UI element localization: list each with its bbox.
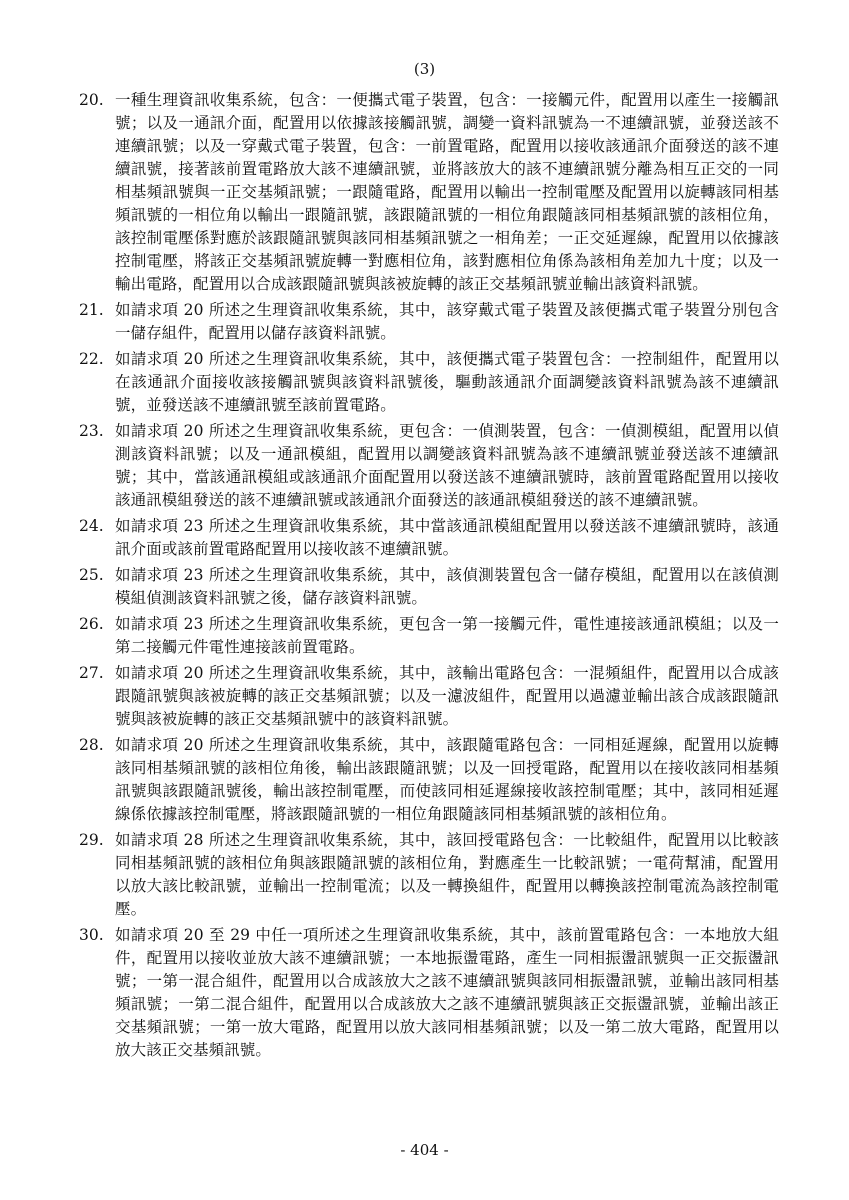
claim-text: 如請求項 23 所述之生理資訊收集系統，更包含一第一接觸元件，電性連接該通訊模組；以及一第二接觸元件電性連接該前置電路。 [115, 615, 779, 656]
claim-number: 22. [79, 350, 104, 368]
claim-number: 24. [79, 517, 104, 535]
claim-number: 20. [79, 91, 104, 109]
claim-number: 28. [79, 736, 104, 754]
claim-text: 如請求項 23 所述之生理資訊收集系統，其中，該偵測裝置包含一儲存模組，配置用以在該偵測模組偵測該資料訊號之後，儲存該資料訊號。 [115, 566, 779, 607]
claim-item [79, 662, 779, 731]
claim-text: 如請求項 20 所述之生理資訊收集系統，其中，該輸出電路包含：一混頻組件，配置用以合成該跟隨訊號與該被旋轉的該正交基頻訊號；以及一濾波組件，配置用以過濾並輸出該合成該跟隨訊號與該被旋轉的該正交基頻訊號中的該資料訊號。 [115, 664, 779, 728]
claim-number: 26. [79, 615, 104, 633]
claim-text: 如請求項 20 所述之生理資訊收集系統，其中，該跟隨電路包含：一同相延遲線，配置用以旋轉該同相基頻訊號的該相位角後，輸出該跟隨訊號；以及一回授電路，配置用以在接收該同相基頻訊號與該跟隨訊號後，輸出該控制電壓，而使該同相延遲線接收該控制電壓；其中，該同相延遲線係依據該控制電壓，將該跟隨訊號的一相位角跟隨該同相基頻訊號的該相位角。 [115, 736, 779, 823]
claims-list [79, 89, 779, 1065]
claim-item [79, 299, 779, 345]
claim-item [79, 515, 779, 561]
claim-number: 23. [79, 422, 104, 440]
claim-item [79, 564, 779, 610]
claim-number: 27. [79, 664, 104, 682]
claim-text: 如請求項 20 所述之生理資訊收集系統，其中，該便攜式電子裝置包含：一控制組件，配置用以在該通訊介面接收該接觸訊號與該資料訊號後，驅動該通訊介面調變該資料訊號為該不連續訊號，並發送該不連續訊號至該前置電路。 [115, 350, 779, 414]
claim-number: 21. [79, 301, 104, 319]
page-number: - 404 - [400, 1141, 449, 1159]
claim-number: 29. [79, 831, 104, 849]
claim-item [79, 348, 779, 417]
claim-item [79, 829, 779, 921]
claim-number: 25. [79, 566, 104, 584]
claim-item [79, 613, 779, 659]
claim-text: 如請求項 20 至 29 中任一項所述之生理資訊收集系統，其中，該前置電路包含：一本地放大組件，配置用以接收並放大該不連續訊號；一本地振盪電路，產生一同相振盪訊號與一正交振盪訊號；一第一混合組件，配置用以合成該放大之該不連續訊號與該同相振盪訊號，並輸出該同相基頻訊號；一第二混合組件，配置用以合成該放大之該不連續訊號與該正交振盪訊號，並輸出該正交基頻訊號；一第一放大電路，配置用以放大該同相基頻訊號；以及一第二放大電路，配置用以放大該正交基頻訊號。 [115, 926, 779, 1059]
claim-text: 如請求項 20 所述之生理資訊收集系統，其中，該穿戴式電子裝置及該便攜式電子裝置分別包含一儲存組件，配置用以儲存該資料訊號。 [115, 301, 779, 342]
claim-item [79, 420, 779, 512]
page-header-label: (3) [413, 60, 436, 78]
claim-text: 如請求項 23 所述之生理資訊收集系統，其中當該通訊模組配置用以發送該不連續訊號時，該通訊介面或該前置電路配置用以接收該不連續訊號。 [115, 517, 779, 558]
claim-number: 30. [79, 926, 104, 944]
claim-text: 一種生理資訊收集系統，包含：一便攜式電子裝置，包含：一接觸元件，配置用以產生一接觸訊號；以及一通訊介面，配置用以依據該接觸訊號，調變一資料訊號為一不連續訊號，並發送該不連續訊號；以及一穿戴式電子裝置，包含：一前置電路，配置用以接收該通訊介面發送的該不連續訊號，接著該前置電路放大該不連續訊號，並將該放大的該不連續訊號分離為相互正交的一同相基頻訊號與一正交基頻訊號；一跟隨電路，配置用以輸出一控制電壓及配置用以旋轉該同相基頻訊號的一相位角以輸出一跟隨訊號，該跟隨訊號的一相位角跟隨該同相基頻訊號的該相位角，該控制電壓係對應於該跟隨訊號與該同相基頻訊號之一相角差；一正交延遲線，配置用以依據該控制電壓，將該正交基頻訊號旋轉一對應相位角，該對應相位角係為該相角差加九十度；以及一輸出電路，配置用以合成該跟隨訊號與該被旋轉的該正交基頻訊號並輸出該資料訊號。 [115, 91, 779, 293]
claim-item [79, 89, 779, 296]
claim-item [79, 924, 779, 1062]
claim-text: 如請求項 20 所述之生理資訊收集系統，更包含：一偵測裝置，包含：一偵測模組，配置用以偵測該資料訊號；以及一通訊模組，配置用以調變該資料訊號為該不連續訊號並發送該不連續訊號；其中，當該通訊模組或該通訊介面配置用以發送該不連續訊號時，該前置電路配置用以接收該通訊模組發送的該不連續訊號或該通訊介面發送的該通訊模組發送的該不連續訊號。 [115, 422, 779, 509]
claim-item [79, 734, 779, 826]
claim-text: 如請求項 28 所述之生理資訊收集系統，其中，該回授電路包含：一比較組件，配置用以比較該同相基頻訊號的該相位角與該跟隨訊號的該相位角，對應產生一比較訊號；一電荷幫浦，配置用以放大該比較訊號，並輸出一控制電流；以及一轉換組件，配置用以轉換該控制電流為該控制電壓。 [115, 831, 779, 918]
